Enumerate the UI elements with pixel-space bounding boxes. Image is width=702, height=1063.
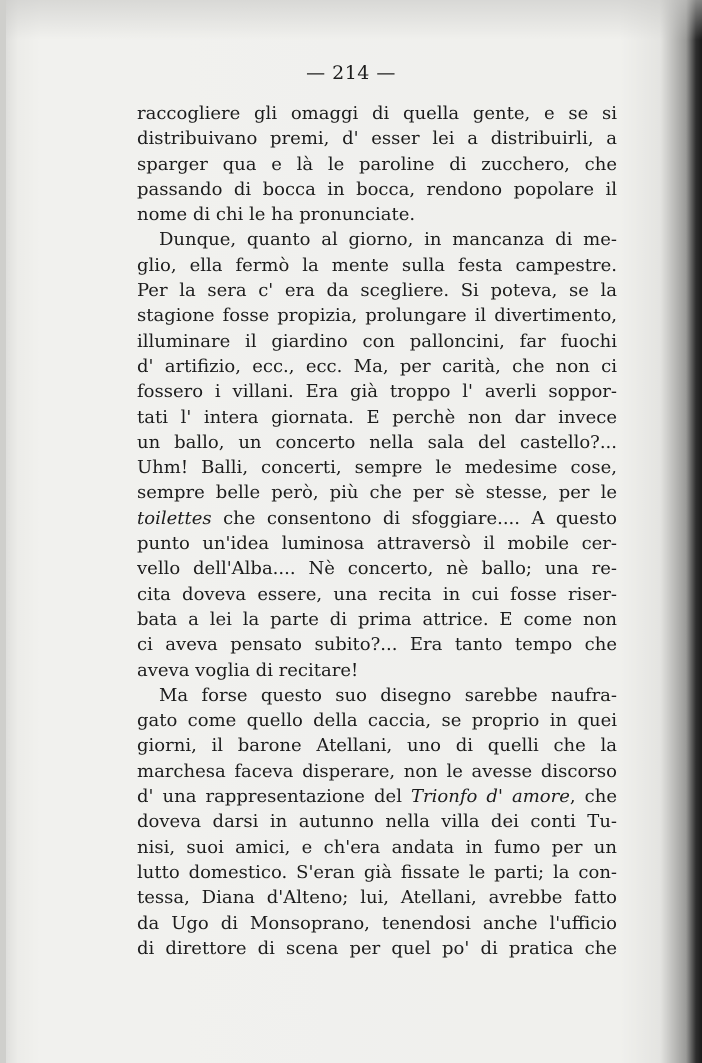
text-line: marchesa faceva disperare, non le avesse discorso [137, 760, 617, 782]
text-line: stagione fosse propizia, prolungare il divertimento, [137, 305, 617, 327]
text-run: , che [569, 786, 617, 808]
text-line: sempre belle però, più che per sè stesse, per le [137, 482, 617, 504]
italic-word: toilettes [137, 507, 212, 529]
text-line: gato come quello della caccia, se proprio in quei [137, 710, 617, 732]
text-line: punto un'idea luminosa attraversò il mobile cer- [137, 533, 617, 555]
text-line: giorni, il barone Atellani, uno di quelli che la [137, 735, 617, 757]
text-line [137, 506, 617, 531]
text-line: passando di bocca in bocca, rendono popolare il [137, 178, 617, 200]
text-line: tati l' intera giornata. E perchè non dar invece [137, 406, 617, 428]
page-edge-left [0, 0, 6, 1063]
text-run: d' una rappresentazione del [137, 786, 412, 808]
text-line: illuminare il giardino con palloncini, far fuochi [137, 330, 617, 352]
text-line [137, 784, 617, 809]
body-text [137, 101, 617, 961]
italic-title: Trionfo d' amore [411, 786, 570, 808]
text-line: Uhm! Balli, concerti, sempre le medesime cose, [137, 457, 617, 479]
text-line: doveva darsi in autunno nella villa dei conti Tu- [137, 811, 617, 833]
paragraph-start-line: Dunque, quanto al giorno, in mancanza di me- [159, 229, 617, 251]
text-line: distribuivano premi, d' esser lei a distribuirli, a [137, 128, 617, 150]
text-line: vello dell'Alba.... Nè concerto, nè ballo; una re- [137, 558, 617, 580]
paragraph-start-line: Ma forse questo suo disegno sarebbe naufra- [159, 684, 617, 706]
page-shadow-top [0, 0, 702, 40]
text-line: tessa, Diana d'Alteno; lui, Atellani, avrebbe fatto [137, 887, 617, 909]
text-line: lutto domestico. S'eran già fissate le parti; la con- [137, 861, 617, 883]
page-number: — 214 — [306, 62, 396, 84]
text-line: glio, ella fermò la mente sulla festa campestre. [137, 254, 617, 276]
text-line: bata a lei la parte di prima attrice. E come non [137, 608, 617, 630]
text-line: sparger qua e là le paroline di zucchero, che [137, 153, 617, 175]
text-line: Per la sera c' era da scegliere. Si poteva, se la [137, 280, 617, 302]
text-line: d' artifizio, ecc., ecc. Ma, per carità, che non ci [137, 355, 617, 377]
text-line: nome di chi le ha pronunciate. [137, 204, 416, 226]
text-line: fossero i villani. Era già troppo l' averli soppor- [137, 381, 617, 403]
text-line: di direttore di scena per quel po' di pratica che [137, 937, 617, 959]
text-line: da Ugo di Monsoprano, tenendosi anche l'ufficio [137, 912, 617, 934]
text-line: aveva voglia di recitare! [137, 659, 359, 681]
text-line: cita doveva essere, una recita in cui fosse riser- [137, 583, 617, 605]
text-run: che consentono di sfoggiare.... A questo [211, 507, 617, 529]
text-line: nisi, suoi amici, e ch'era andata in fumo per un [137, 836, 617, 858]
text-line: un ballo, un concerto nella sala del castello?... [137, 431, 617, 453]
text-line: raccogliere gli omaggi di quella gente, e se si [137, 103, 617, 124]
text-line: ci aveva pensato subito?... Era tanto tempo che [137, 634, 617, 656]
